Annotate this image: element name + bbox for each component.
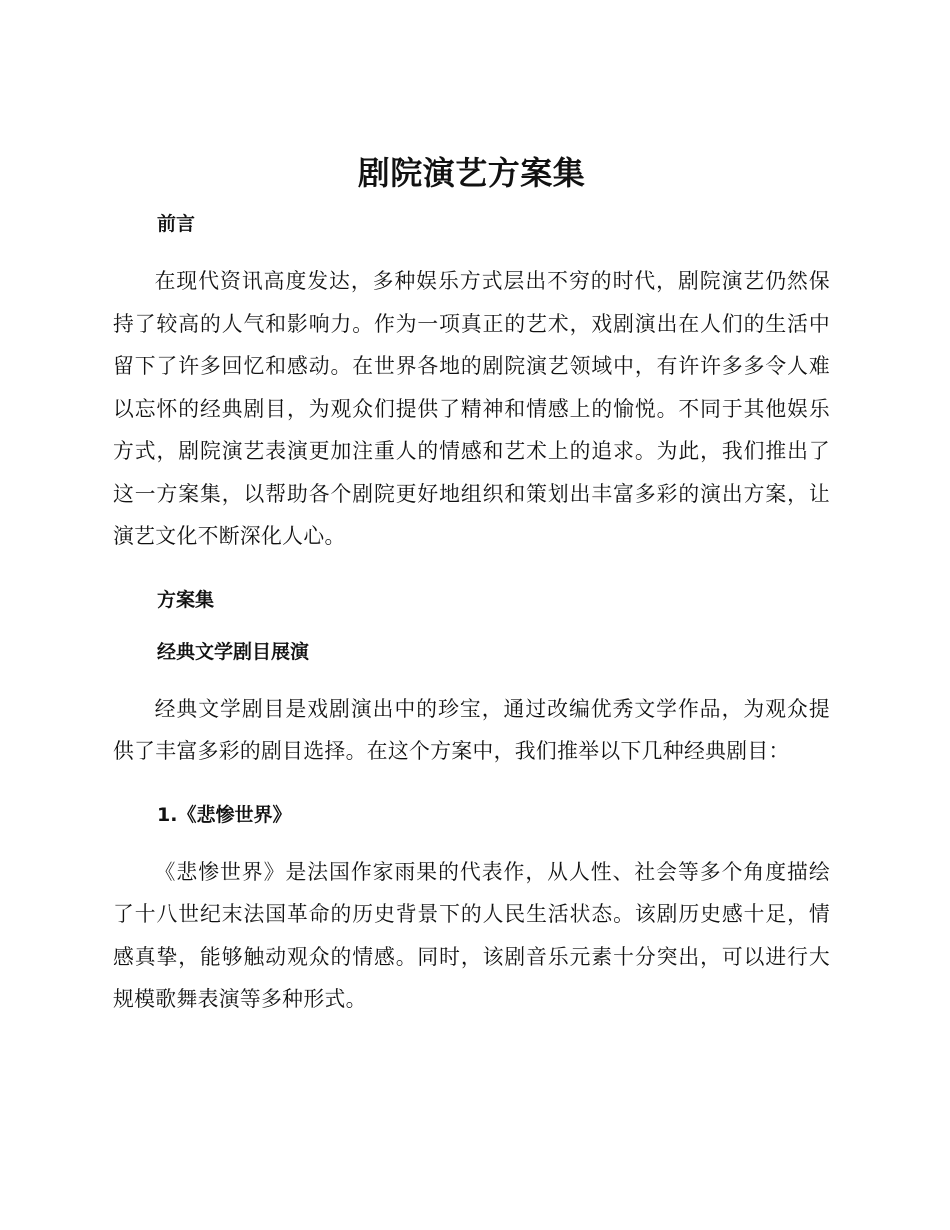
preface-heading: 前言 [157,213,196,235]
section-heading: 经典文学剧目展演 [157,640,310,663]
preface-paragraph: 在现代资讯高度发达，多种娱乐方式层出不穷的时代，剧院演艺仍然保持了较高的人气和影响力。作为一项真正的艺术，戏剧演出在人们的生活中留下了许多回忆和感动。在世界各地的剧院演艺领域中，有许许多多令人难以忘怀的经典剧目，为观众们提供了精神和情感上的愉悦。不同于其他娱乐方式，剧院演艺表演更加注重人的情感和艺术上的追求。为此，我们推出了这一方案集，以帮助各个剧院更好地组织和策划出丰富多彩的演出方案，让演艺文化不断深化人心。 [113,269,830,548]
document-title: 剧院演艺方案集 [357,154,586,192]
document-body [113,150,830,1021]
item-paragraph: 《悲惨世界》是法国作家雨果的代表作，从人性、社会等多个角度描绘了十八世纪末法国革命的历史背景下的人民生活状态。该剧历史感十足，情感真挚，能够触动观众的情感。同时，该剧音乐元素十分突出，可以进行大规模歌舞表演等多种形式。 [113,859,830,1011]
item-heading: 1.《悲惨世界》 [157,803,292,826]
collection-heading: 方案集 [157,588,215,611]
section-paragraph: 经典文学剧目是戏剧演出中的珍宝，通过改编优秀文学作品，为观众提供了丰富多彩的剧目选择。在这个方案中，我们推举以下几种经典剧目： [113,696,830,763]
